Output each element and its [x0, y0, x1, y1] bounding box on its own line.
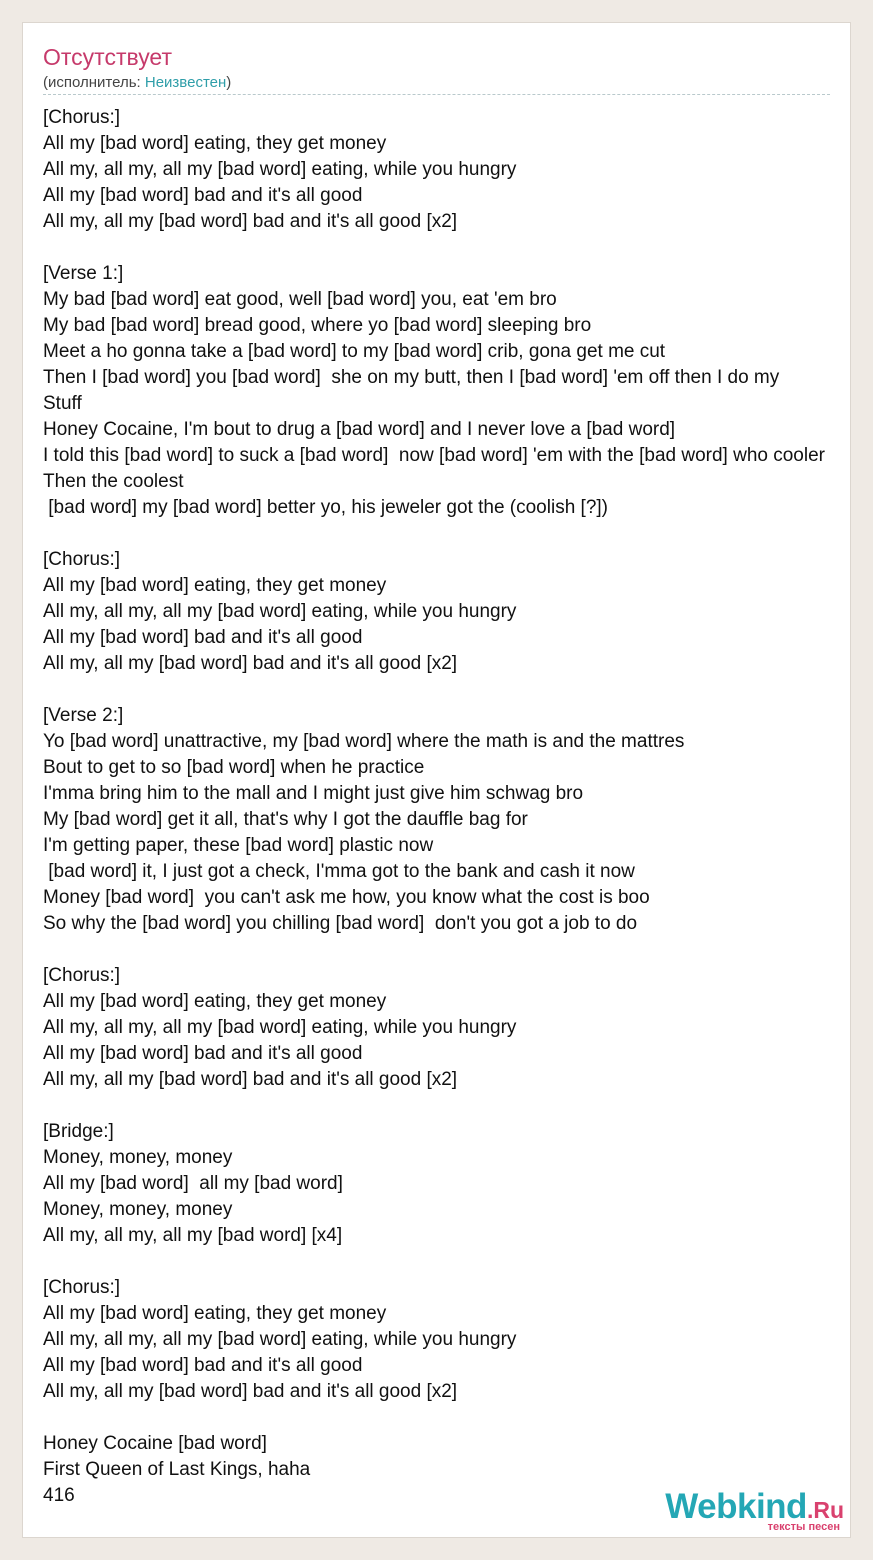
lyric-line: [Chorus:] [43, 107, 121, 128]
lyric-line: All my [bad word] eating, they get money [43, 1303, 387, 1324]
lyric-line: [bad word] it, I just got a check, I'mma got to the bank and cash it now [43, 861, 635, 882]
lyric-line: All my [bad word] eating, they get money [43, 575, 387, 596]
lyric-line: Then I [bad word] you [bad word] she on my butt, then I [bad word] 'em off then I do my [43, 367, 780, 388]
lyric-line: All my [bad word] bad and it's all good [43, 627, 363, 648]
lyric-line: Stuff [43, 393, 82, 414]
logo-tld: .Ru [806, 1497, 844, 1523]
lyric-line: All my [bad word] bad and it's all good [43, 1043, 363, 1064]
artist-suffix: ) [226, 74, 232, 91]
lyric-line: I'm getting paper, these [bad word] plastic now [43, 835, 434, 856]
lyric-line [43, 235, 851, 261]
lyric-line: All my [bad word] eating, they get money [43, 991, 387, 1012]
title-divider [43, 94, 830, 95]
lyric-line: [Chorus:] [43, 549, 121, 570]
lyric-line: First Queen of Last Kings, haha [43, 1459, 311, 1480]
lyric-line: [Verse 2:] [43, 705, 124, 726]
lyric-line: I'mma bring him to the mall and I might just give him schwag bro [43, 783, 584, 804]
lyric-line: All my [bad word] bad and it's all good [43, 185, 363, 206]
lyric-line: All my, all my, all my [bad word] eating, while you hungry [43, 1017, 517, 1038]
lyric-line: My bad [bad word] bread good, where yo [bad word] sleeping bro [43, 315, 592, 336]
lyric-line: 416 [43, 1485, 75, 1506]
lyrics-text [43, 105, 851, 1509]
lyric-line [43, 937, 851, 963]
lyric-line: [Chorus:] [43, 1277, 121, 1298]
lyric-line: So why the [bad word] you chilling [bad word] don't you got a job to do [43, 913, 638, 934]
lyric-line [43, 521, 851, 547]
lyric-line: All my, all my, all my [bad word] eating, while you hungry [43, 159, 517, 180]
lyric-line: [Bridge:] [43, 1121, 114, 1142]
lyric-line: Money, money, money [43, 1199, 233, 1220]
logo-name: Webkind [665, 1487, 807, 1526]
lyric-line: All my, all my [bad word] bad and it's all good [x2] [43, 1069, 458, 1090]
lyric-line: [Verse 1:] [43, 263, 124, 284]
lyric-line: All my [bad word] eating, they get money [43, 133, 387, 154]
artist-line [43, 73, 231, 93]
lyric-line: All my, all my [bad word] bad and it's all good [x2] [43, 653, 458, 674]
lyric-line: [Chorus:] [43, 965, 121, 986]
lyric-line: Meet a ho gonna take a [bad word] to my [bad word] crib, gona get me cut [43, 341, 666, 362]
site-logo[interactable] [654, 1487, 844, 1533]
lyric-line [43, 1249, 851, 1275]
lyric-line: Yo [bad word] unattractive, my [bad word] where the math is and the mattres [43, 731, 685, 752]
lyric-line: I told this [bad word] to suck a [bad word] now [bad word] 'em with the [bad word] who cooler [43, 445, 825, 466]
lyric-line: Money, money, money [43, 1147, 233, 1168]
lyric-line: Honey Cocaine [bad word] [43, 1433, 267, 1454]
lyric-line: All my [bad word] all my [bad word] [43, 1173, 343, 1194]
lyric-line: All my, all my [bad word] bad and it's all good [x2] [43, 211, 458, 232]
song-title: Отсутствует [43, 44, 172, 70]
artist-link[interactable]: Неизвестен [144, 74, 227, 91]
logo-tagline: тексты песен [767, 1521, 840, 1533]
lyric-line [43, 1093, 851, 1119]
lyric-line: All my, all my [bad word] bad and it's all good [x2] [43, 1381, 458, 1402]
lyric-line: All my, all my, all my [bad word] eating, while you hungry [43, 601, 517, 622]
lyric-line: Money [bad word] you can't ask me how, you know what the cost is boo [43, 887, 650, 908]
lyric-line [43, 1405, 851, 1431]
lyric-line: All my, all my, all my [bad word] [x4] [43, 1225, 343, 1246]
lyric-line [43, 677, 851, 703]
lyric-line: Then the coolest [43, 471, 184, 492]
lyric-line: My [bad word] get it all, that's why I got the dauffle bag for [43, 809, 528, 830]
lyric-line: All my, all my, all my [bad word] eating, while you hungry [43, 1329, 517, 1350]
artist-prefix: (исполнитель: [43, 74, 145, 91]
lyric-line: Honey Cocaine, I'm bout to drug a [bad word] and I never love a [bad word] [43, 419, 676, 440]
lyric-line: Bout to get to so [bad word] when he practice [43, 757, 425, 778]
lyric-line: My bad [bad word] eat good, well [bad word] you, eat 'em bro [43, 289, 557, 310]
lyric-line: [bad word] my [bad word] better yo, his jeweler got the (coolish [?]) [43, 497, 608, 518]
lyric-line: All my [bad word] bad and it's all good [43, 1355, 363, 1376]
lyrics-card [22, 22, 851, 1538]
